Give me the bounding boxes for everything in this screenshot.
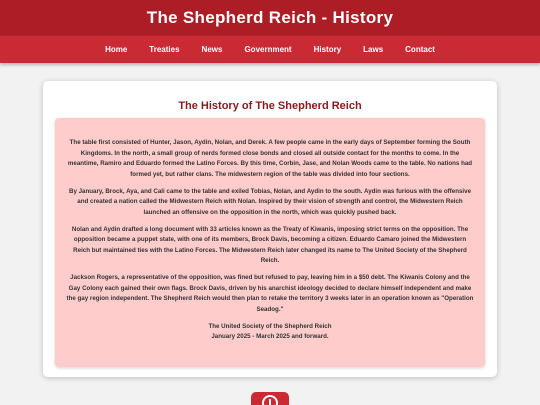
nav-government[interactable]: Government	[244, 45, 292, 54]
history-paragraph-3: Nolan and Aydin drafted a long document with 33 articles known as the Treaty of Kiwanis, imposing strict terms on the opposition. The opposition became a puppet state, with one of its members, Brock Davis, becoming a citizen. Eduardo Camaro joined the Midwestern Reich but maintained ties with the Latino Forces. The Midwestern Reich later changed its name to The United Society of the Shepherd Reich.	[71, 225, 469, 264]
site-title: The Shepherd Reich - History	[146, 7, 394, 27]
nav-history[interactable]: History	[313, 45, 342, 54]
nav-laws[interactable]: Laws	[363, 45, 384, 54]
signature-line-2: January 2025 - March 2025 and forward.	[211, 333, 329, 340]
signature-line-1: The United Society of the Shepherd Reich	[208, 322, 332, 330]
signature	[65, 322, 475, 343]
emblem-ring	[262, 395, 278, 405]
history-paragraph-4: Jackson Rogers, a representative of the opposition, was fined but refused to pay, leaving him in a $50 debt. The Kiwanis Colony and the Gay Colony each gained their own flags. Brock Davis, driven by his anarchist ideology decided to declare himself independent and make the gay region independent. The Shepherd Reich would then plan to retake the territory 3 weeks later in an operation known as "Operation Seadog."	[66, 274, 474, 313]
nav-home[interactable]: Home	[105, 45, 128, 54]
history-card	[43, 81, 497, 377]
nav-contact[interactable]: Contact	[405, 45, 435, 54]
history-paragraph-2: By January, Brock, Aya, and Cali came to the table and exiled Tobias, Nolan, and Aydin to the south. Aydin was furious with the offensive and created a nation called the Midwestern Reich with Nolan. Inspired by their vision of strength and control, the Midwestern Reich launched an offensive on the opposition in the north, which was quickly pushed back.	[68, 187, 472, 216]
reich-emblem-icon	[251, 392, 289, 405]
history-paragraph-1: The table first consisted of Hunter, Jason, Aydin, Nolan, and Derek. A few people came in the early days of September forming the South Kingdoms. In the north, a small group of nerds formed close bonds and closed all outside contact for the months to come. In the meantime, Ramiro and Eduardo formed the Latino Forces. By this time, Corbin, Jase, and Nolan Woods came to the table. No nations had formed yet, but rather clans. The midwestern region of the table was divided into four sections.	[67, 139, 473, 178]
nav-treaties[interactable]: Treaties	[149, 45, 180, 54]
history-content	[55, 118, 485, 367]
main-nav	[0, 35, 540, 63]
nav-news[interactable]: News	[201, 45, 223, 54]
site-header	[0, 0, 540, 35]
page-heading: The History of The Shepherd Reich	[178, 100, 362, 112]
